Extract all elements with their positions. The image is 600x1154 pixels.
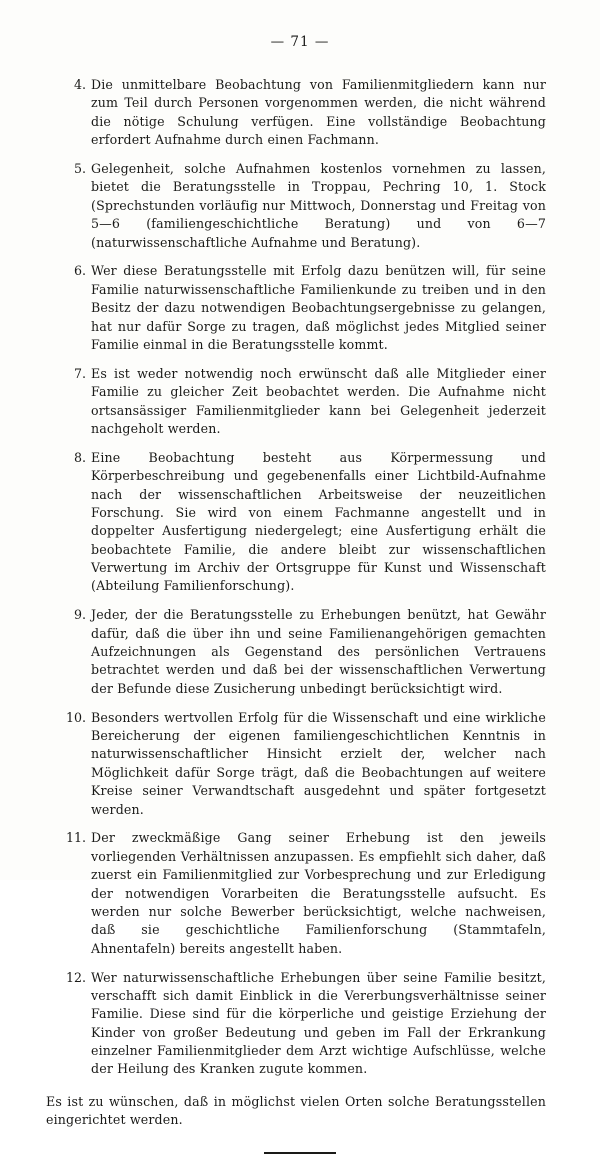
list-item-text: Die unmittelbare Beobachtung von Familienmitgliedern kann nur zum Teil durch Personen vorgenommen werden, die nicht während die nötige Schulung verfügen. Eine vollständige Beobachtung erfordert Aufnahme durch einen Fachmann. <box>91 77 546 148</box>
section-divider <box>264 1152 336 1154</box>
list-item <box>64 365 546 439</box>
numbered-list <box>46 76 554 1079</box>
list-item-text: Wer diese Beratungsstelle mit Erfolg dazu benützen will, für seine Familie naturwissenschaftliche Familienkunde zu treiben und in den Besitz der dazu notwendigen Beobachtungsergebnisse zu gelangen, hat nur dafür Sorge zu tragen, daß möglichst jedes Mitglied seiner Familie einmal in die Beratungsstelle kommt. <box>91 263 546 352</box>
list-item <box>64 76 546 150</box>
list-item-number: 9. <box>73 607 86 623</box>
list-item-number: 8. <box>73 449 86 465</box>
list-item-text: Wer naturwissenschaftliche Erhebungen über seine Familie besitzt, verschafft sich damit Einblick in die Vererbungsverhältnisse seiner Familie. Diese sind für die körperliche und geistige Erziehung der Kinder von großer Bedeutung und geben im Fall der Erkrankung einzelner Familienmitglieder dem Arzt wichtige Aufschlüsse, welche der Heilung des Kranken zugute kommen. <box>91 969 546 1077</box>
list-item-text: Gelegenheit, solche Aufnahmen kostenlos vornehmen zu lassen, bietet die Beratungsstelle in Troppau, Pechring 10, 1. Stock (Sprechstunden vorläufig nur Mittwoch, Donnerstag und Freitag von 5—6 (familiengeschichtliche Beratung) und von 6—7 (naturwissenschaftliche Aufnahme und Beratung). <box>91 161 546 250</box>
list-item-text: Der zweckmäßige Gang seiner Erhebung ist den jeweils vorliegenden Verhältnissen anzupassen. Es empfiehlt sich daher, daß zuerst ein Familienmitglied zur Vorbesprechung und zur Erledigung der notwendigen Vorarbeiten die Beratungsstelle aufsucht. Es werden nur solche Bewerber berücksichtigt, welche nachweisen, daß sie geschichtliche Familienforschung (Stammtafeln, Ahnentafeln) bereits angestellt haben. <box>91 830 546 956</box>
list-item-number: 5. <box>73 161 86 176</box>
list-item <box>64 829 546 958</box>
list-item-number: 4. <box>73 77 86 92</box>
list-item <box>64 709 546 819</box>
list-item-number: 10. <box>65 709 86 725</box>
list-item-text: Eine Beobachtung besteht aus Körpermessung und Körperbeschreibung und gegebenenfalls einer Lichtbild-Aufnahme nach der wissenschaftlichen Arbeitsweise der neuzeitlichen Forschung. Sie wird von einem Fachmanne angestellt und in doppelter Ausfertigung niedergelegt; eine Ausfertigung erhält die beobachtete Familie, die andere bleibt zur wissenschaftlichen Verwertung im Archiv der Ortsgruppe für Kunst und Wissenschaft (Abteilung Familienforschung). <box>91 449 546 594</box>
list-item <box>64 449 546 596</box>
list-item-number: 7. <box>73 365 86 381</box>
list-item-text: Besonders wertvollen Erfolg für die Wissenschaft und eine wirkliche Bereicherung der eigenen familiengeschichtlichen Kenntnis in naturwissenschaftlicher Hinsicht erzielt der, welcher nach Möglichkeit dafür Sorge trägt, daß die Beobachtungen auf weitere Kreise seiner Verwandtschaft ausgedehnt und später fortgesetzt werden. <box>91 709 546 817</box>
list-item <box>64 262 546 354</box>
closing-paragraph: Es ist zu wünschen, daß in möglichst vielen Orten solche Beratungsstellen eingerichtet werden. <box>46 1093 546 1128</box>
list-item-text: Es ist weder notwendig noch erwünscht daß alle Mitglieder einer Familie zu gleicher Zeit beobachtet werden. Die Aufnahme nicht ortsansässiger Familienmitglieder kann bei Gelegenheit jederzeit nachgeholt werden. <box>91 365 546 436</box>
page-number: — 71 — <box>270 34 330 50</box>
list-item-number: 11. <box>65 830 86 846</box>
list-item <box>64 160 546 252</box>
list-item <box>64 969 546 1079</box>
list-item <box>64 606 546 698</box>
list-item-number: 6. <box>73 263 86 279</box>
list-item-text: Jeder, der die Beratungsstelle zu Erhebungen benützt, hat Gewähr dafür, daß die über ihn und seine Familienangehörigen gemachten Aufzeichnungen als Gegenstand des persönlichen Vertrauens betrachtet werden und daß bei der wissenschaftlichen Verwertung der Befunde diese Zusicherung unbedingt berücksichtigt wird. <box>91 607 546 696</box>
list-item-number: 12. <box>65 969 86 985</box>
